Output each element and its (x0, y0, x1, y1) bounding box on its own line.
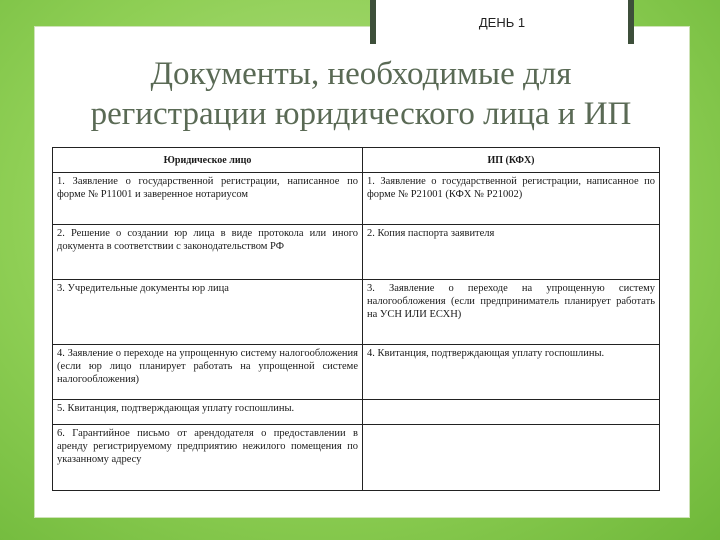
table-cell: 2. Решение о создании юр лица в виде протокола или иного документа в соответствии с законодательством РФ (53, 225, 363, 280)
table-cell: 1. Заявление о государственной регистрации, написанное по форме № Р21001 (КФХ № Р21002) (363, 173, 660, 225)
slide-title (34, 54, 688, 134)
title-line-2: регистрации юридического лица и ИП (90, 96, 632, 132)
table-cell: 2. Копия паспорта заявителя (363, 225, 660, 280)
day-tab (370, 0, 634, 44)
table-cell (363, 425, 660, 491)
table-cell: 3. Учредительные документы юр лица (53, 280, 363, 345)
table-row (53, 225, 660, 280)
table-row (53, 173, 660, 225)
table-cell (363, 400, 660, 425)
column-header-legal-entity: Юридическое лицо (53, 148, 363, 173)
documents-table (52, 147, 660, 491)
title-line-1: Документы, необходимые для (150, 56, 572, 92)
table-row (53, 345, 660, 400)
table-cell: 6. Гарантийное письмо от арендодателя о предоставлении в аренду регистрируемому предприятию нежилого помещения по указанному адресу (53, 425, 363, 491)
table-row (53, 280, 660, 345)
table-header-row (53, 148, 660, 173)
table-cell: 3. Заявление о переходе на упрощенную систему налогообложения (если предприниматель планирует работать на УСН ИЛИ ЕСХН) (363, 280, 660, 345)
table-row (53, 425, 660, 491)
table-row (53, 400, 660, 425)
table-cell: 5. Квитанция, подтверждающая уплату госпошлины. (53, 400, 363, 425)
day-label: ДЕНЬ 1 (478, 14, 526, 30)
table-cell: 1. Заявление о государственной регистрации, написанное по форме № Р11001 и заверенное нотариусом (53, 173, 363, 225)
table-cell: 4. Заявление о переходе на упрощенную систему налогообложения (если юр лицо планирует работать на упрощенной системе налогообложения) (53, 345, 363, 400)
table-cell: 4. Квитанция, подтверждающая уплату госпошлины. (363, 345, 660, 400)
column-header-individual: ИП (КФХ) (363, 148, 660, 173)
